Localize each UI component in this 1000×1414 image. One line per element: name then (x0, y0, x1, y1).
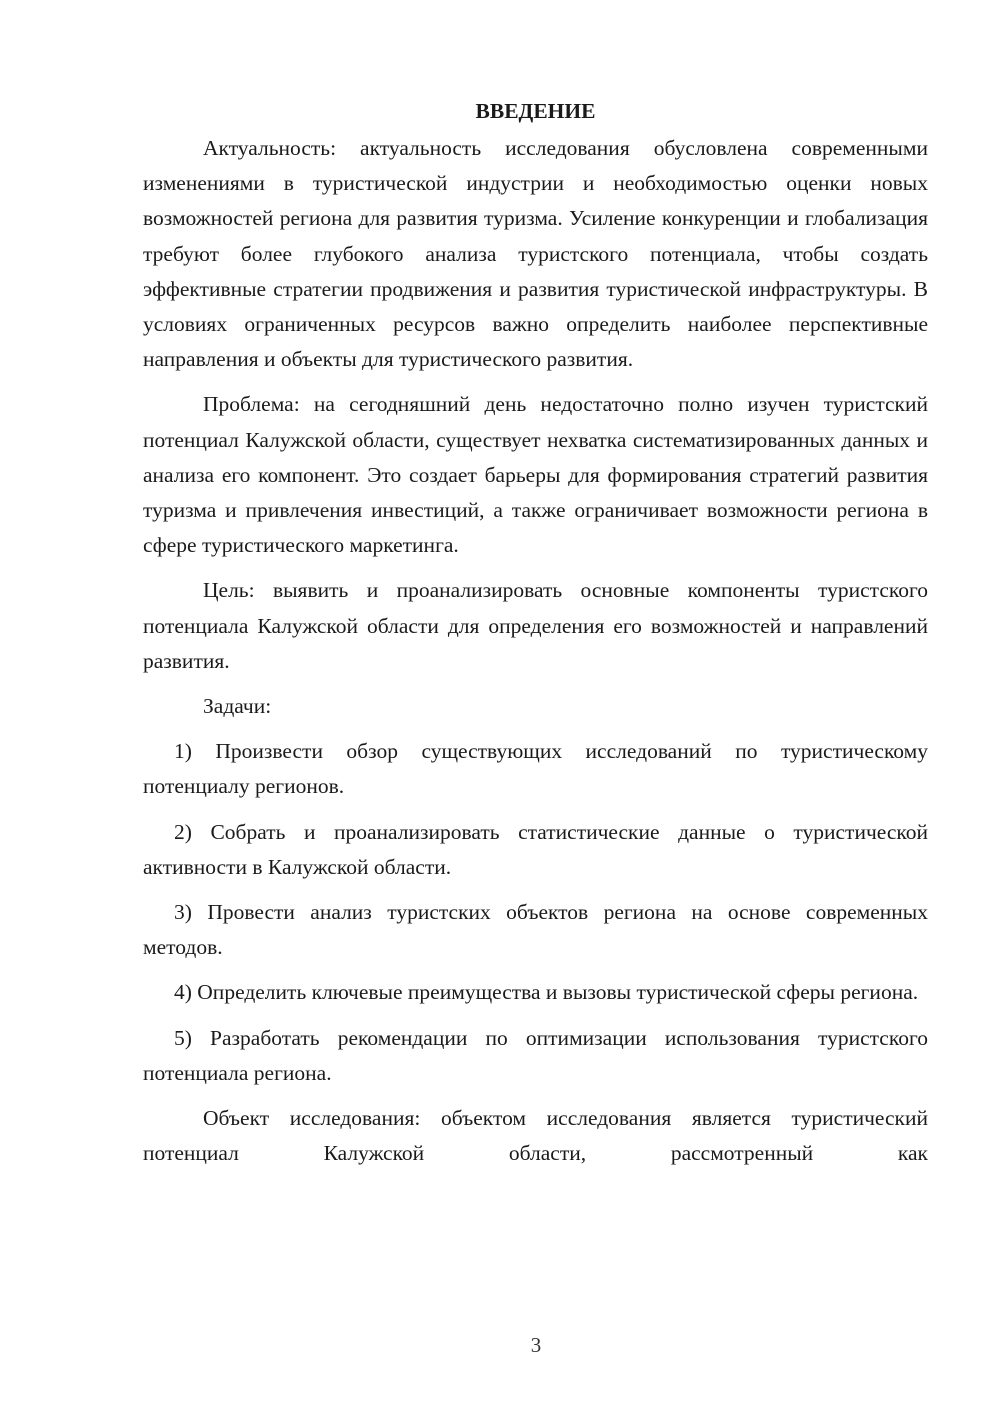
task-item: 4) Определить ключевые преимущества и вызовы туристической сферы региона. (174, 980, 919, 1005)
paragraph-goal: Цель: выявить и проанализировать основные компоненты туристского потенциала Калужской области для определения его возможностей и направлений развития. (143, 578, 928, 673)
paragraph-relevance: Актуальность: актуальность исследования обусловлена современными изменениями в туристической индустрии и необходимостью оценки новых возможностей региона для развития туризма. Усиление конкуренции и глобализация требуют более глубокого анализа туристского потенциала, чтобы создать эффективные стратегии продвижения и развития туристической инфраструктуры. В условиях ограниченных ресурсов важно определить наиболее перспективные направления и объекты для туристического развития. (143, 136, 928, 372)
page-number: 3 (530, 1333, 542, 1357)
paragraph-problem: Проблема: на сегодняшний день недостаточно полно изучен туристский потенциал Калужской области, существует нехватка систематизированных данных и анализа его компонент. Это создает барьеры для формирования стратегий развития туризма и привлечения инвестиций, а также ограничивает возможности региона в сфере туристического маркетинга. (143, 392, 928, 558)
task-item: 2) Собрать и проанализировать статистические данные о туристической активности в Калужской области. (143, 819, 928, 879)
task-item: 1) Произвести обзор существующих исследований по туристическому потенциалу регионов. (143, 739, 928, 799)
task-item: 5) Разработать рекомендации по оптимизации использования туристского потенциала региона. (143, 1025, 928, 1085)
task-item: 3) Провести анализ туристских объектов региона на основе современных методов. (143, 900, 928, 960)
document-page (143, 94, 928, 1171)
paragraph-object: Объект исследования: объектом исследования является туристический потенциал Калужской области, рассмотренный как (143, 1106, 928, 1166)
page-title: ВВЕДЕНИЕ (475, 99, 596, 123)
tasks-heading: Задачи: (203, 694, 272, 719)
task-list (143, 734, 928, 1091)
